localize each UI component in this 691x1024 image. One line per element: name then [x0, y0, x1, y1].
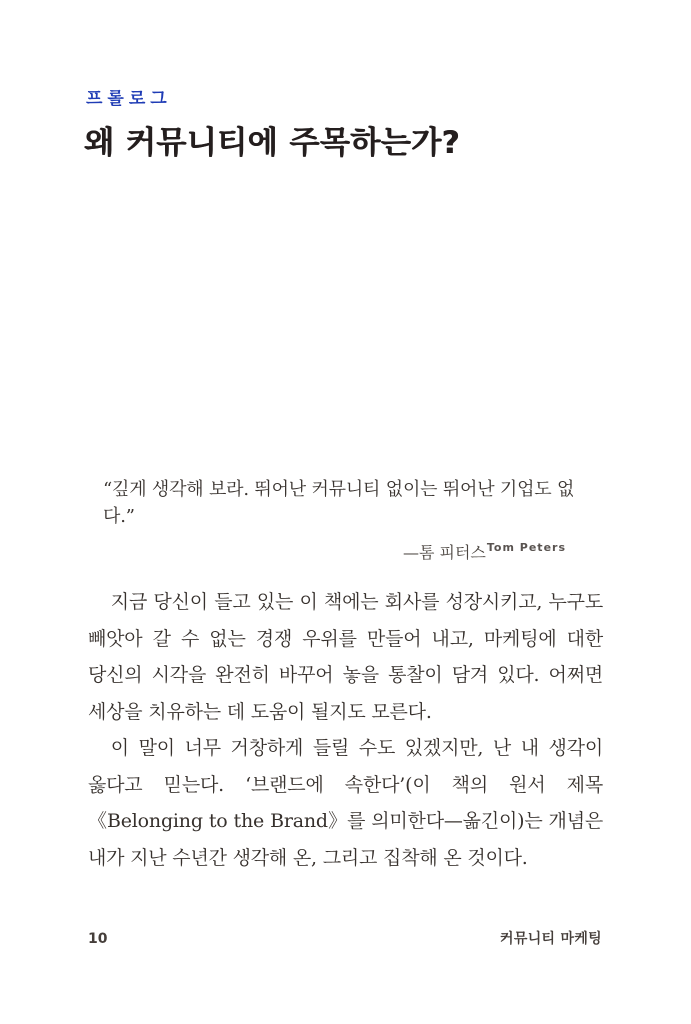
- quote-attribution: [88, 540, 603, 563]
- section-label: 프롤로그: [86, 89, 172, 109]
- epigraph-quote-block: [88, 476, 603, 563]
- quote-text: “깊게 생각해 보라. 뛰어난 커뮤니티 없이는 뛰어난 기업도 없다.”: [103, 479, 575, 527]
- quote-attribution-english: Tom Peters: [486, 541, 566, 554]
- body-text: [88, 584, 603, 876]
- quote-attribution-korean: —톰 피터스: [402, 543, 486, 562]
- body-paragraph: 지금 당신이 들고 있는 이 책에는 회사를 성장시키고, 누구도 빼앗아 갈 수 없는 경쟁 우위를 만들어 내고, 마케팅에 대한 당신의 시각을 완전히 바꾸어 놓을 통찰이 담겨 있다. 어쩌면 세상을 치유하는 데 도움이 될지도 모른다.: [88, 591, 603, 723]
- body-paragraph: 이 말이 너무 거창하게 들릴 수도 있겠지만, 난 내 생각이 옳다고 믿는다. ‘브랜드에 속한다’(이 책의 원서 제목 《Belonging to the Brand》를 의미한다—옮긴이)는 개념은 내가 지난 수년간 생각해 온, 그리고 집착해 온 것이다.: [88, 737, 603, 869]
- chapter-title: 왜 커뮤니티에 주목하는가?: [84, 125, 460, 161]
- page-footer: [88, 928, 602, 948]
- running-title: 커뮤니티 마케팅: [500, 931, 602, 947]
- page-number: 10: [88, 931, 108, 947]
